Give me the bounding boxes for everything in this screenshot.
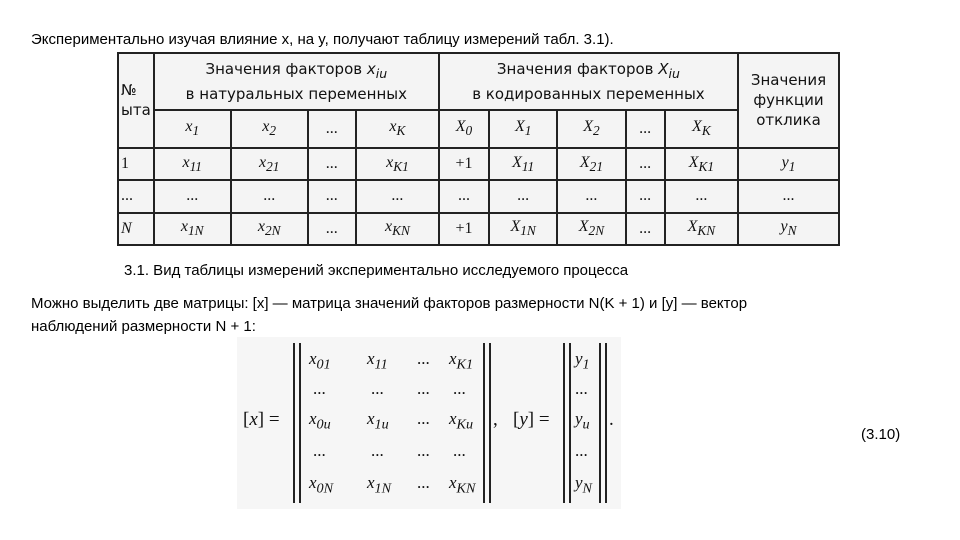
matrix-cell: $x_{0u}$	[309, 409, 331, 433]
y-vector-left-bar	[563, 343, 565, 503]
x-matrix-right-bar	[483, 343, 485, 503]
matrix-cell: ...	[417, 441, 430, 460]
subheader-X0: $X_0$	[439, 110, 489, 148]
matrix-cell: $x_{K1}$	[449, 349, 474, 373]
intro-text: Экспериментально изучая влияние x, на y, получают таблицу измерений табл. 3.1).	[31, 31, 614, 48]
table-cell: $x_{1N}$	[154, 213, 231, 245]
table-cell: ...	[356, 180, 439, 212]
matrix-cell: ...	[417, 379, 430, 398]
measurement-table-image	[117, 52, 840, 246]
table-cell: +1	[439, 148, 489, 180]
subheader-xK: $x_K$	[356, 110, 439, 148]
y-vector-right-bar	[605, 343, 607, 503]
row-num: N	[118, 213, 154, 245]
matrix-cell: $x_{Ku}$	[449, 409, 474, 433]
table-cell: $x_{2N}$	[231, 213, 308, 245]
table-row	[118, 148, 839, 180]
table-cell: $x_{21}$	[231, 148, 308, 180]
paragraph-line-2: наблюдений размерности N + 1:	[31, 318, 256, 335]
matrix-cell: $x_{1N}$	[367, 473, 392, 497]
table-cell: ...	[626, 180, 665, 212]
table-cell: $y_N$	[738, 213, 839, 245]
table-cell: ...	[557, 180, 625, 212]
x-matrix-left-bar	[293, 343, 295, 503]
table-cell: $X_{21}$	[557, 148, 625, 180]
x-matrix-right-bar	[489, 343, 491, 503]
table-cell: ...	[439, 180, 489, 212]
table-cell: ...	[308, 148, 356, 180]
subheader-X1: $X_1$	[489, 110, 557, 148]
table-header-num: № ыта	[118, 53, 154, 148]
matrix-cell: ...	[371, 379, 384, 398]
table-cell: +1	[439, 213, 489, 245]
subheader-dots: ...	[626, 110, 665, 148]
matrix-cell: $x_{0N}$	[309, 473, 334, 497]
matrix-cell: $x_{KN}$	[449, 473, 476, 497]
vector-cell: ...	[575, 441, 588, 460]
vector-cell: ...	[575, 379, 588, 398]
x-matrix-label: [x] =	[243, 409, 280, 430]
table-cell: ...	[489, 180, 557, 212]
paragraph-line-1: Можно выделить две матрицы: [x] — матрица значений факторов размерности N(K + 1) и [y] — вектор	[31, 295, 748, 312]
table-header-natural: Значения факторов $x_{iu}$ в натуральных переменных	[154, 53, 439, 110]
x-matrix-left-bar	[299, 343, 301, 503]
table-cell: $y_1$	[738, 148, 839, 180]
y-vector-right-bar	[599, 343, 601, 503]
table-cell: $X_{K1}$	[665, 148, 738, 180]
table-cell: ...	[738, 180, 839, 212]
subheader-dots: ...	[308, 110, 356, 148]
table-row	[118, 213, 839, 245]
table-caption: 3.1. Вид таблицы измерений экспериментально исследуемого процесса	[124, 262, 629, 279]
table-cell: ...	[626, 148, 665, 180]
matrix-cell: ...	[313, 379, 326, 398]
table-cell: $X_{2N}$	[557, 213, 625, 245]
matrix-cell: ...	[453, 441, 466, 460]
table-row	[118, 180, 839, 212]
table-cell: ...	[626, 213, 665, 245]
matrix-end-period: .	[609, 409, 614, 430]
matrix-equation-image	[237, 337, 621, 509]
table-cell: ...	[308, 213, 356, 245]
table-header-coded: Значения факторов $X_{iu}$ в кодированных переменных	[439, 53, 738, 110]
subheader-X2: $X_2$	[557, 110, 625, 148]
matrix-cell: $x_{1u}$	[367, 409, 389, 433]
subheader-x1: $x_1$	[154, 110, 231, 148]
matrix-cell: ...	[417, 473, 430, 492]
y-vector-left-bar	[569, 343, 571, 503]
table-cell: ...	[665, 180, 738, 212]
row-num: 1	[118, 148, 154, 180]
matrix-cell: $x_{11}$	[367, 349, 388, 373]
matrix-cell: ...	[453, 379, 466, 398]
y-vector-label: [y] =	[513, 409, 550, 430]
subheader-XK: $X_K$	[665, 110, 738, 148]
matrix-cell: ...	[313, 441, 326, 460]
table-cell: $X_{11}$	[489, 148, 557, 180]
table-cell: $x_{11}$	[154, 148, 231, 180]
matrix-cell: ...	[417, 349, 430, 368]
table-cell: ...	[154, 180, 231, 212]
table-cell: $x_{KN}$	[356, 213, 439, 245]
matrix-cell: $x_{01}$	[309, 349, 331, 373]
equation-number: (3.10)	[861, 426, 901, 443]
table-cell: $X_{1N}$	[489, 213, 557, 245]
row-num: ...	[118, 180, 154, 212]
table-cell: ...	[308, 180, 356, 212]
matrix-separator-comma: ,	[493, 409, 498, 430]
matrix-cell: ...	[371, 441, 384, 460]
vector-cell: $y_N$	[575, 473, 592, 497]
vector-cell: $y_u$	[575, 409, 590, 433]
measurement-table	[117, 52, 840, 246]
table-cell: $x_{K1}$	[356, 148, 439, 180]
vector-cell: $y_1$	[575, 349, 590, 373]
table-cell: ...	[231, 180, 308, 212]
matrix-cell: ...	[417, 409, 430, 428]
table-header-response: Значения функции отклика	[738, 53, 839, 148]
subheader-x2: $x_2$	[231, 110, 308, 148]
table-cell: $X_{KN}$	[665, 213, 738, 245]
